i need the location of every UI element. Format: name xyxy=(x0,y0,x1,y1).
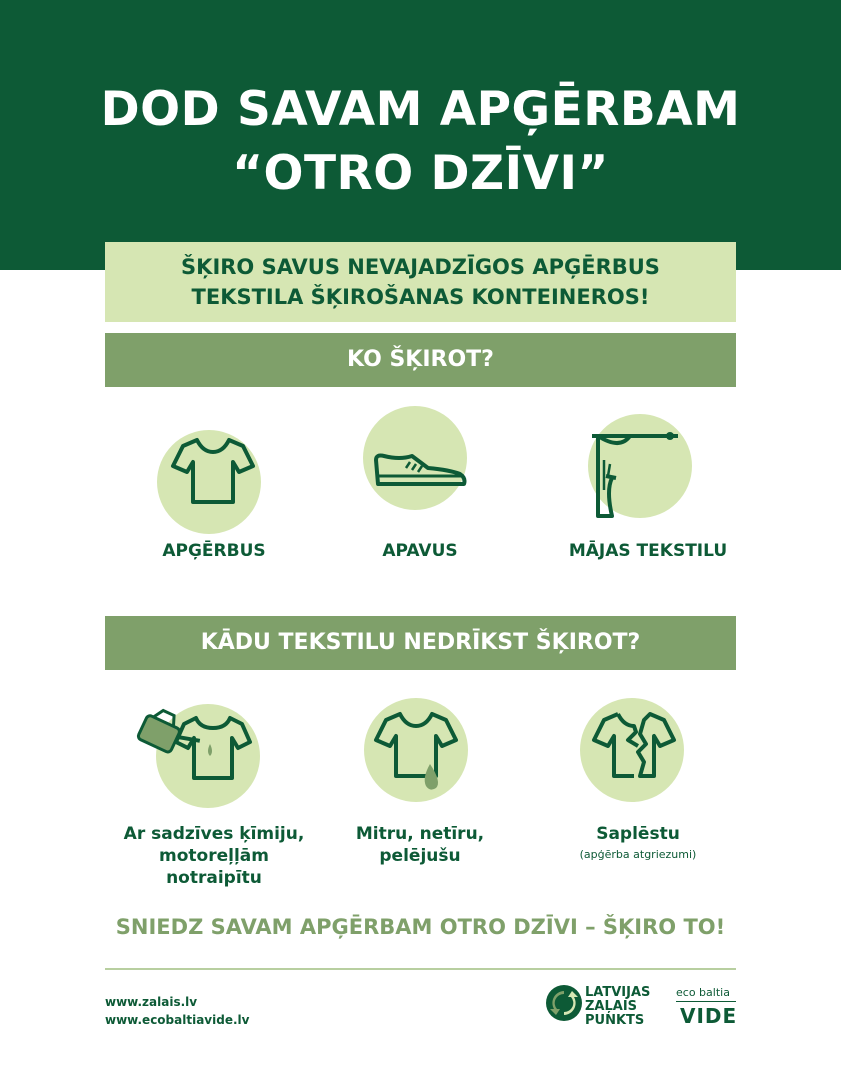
label-chemicals-line-3: notraipītu xyxy=(166,868,262,888)
section-heading-forbidden: KĀDU TEKSTILU NEDRĪKST ŠĶIROT? xyxy=(105,616,736,670)
label-wet-line-2: pelējušu xyxy=(379,846,461,866)
lzp-line-1: LATVIJAS xyxy=(585,985,651,1000)
label-torn: Saplēstu xyxy=(596,824,680,844)
title-line-1: DOD SAVAM APĢĒRBAM xyxy=(100,82,741,137)
tshirt-icon xyxy=(167,432,259,512)
curtain-icon xyxy=(590,430,680,518)
lzp-line-3: PUNKTS xyxy=(585,1013,645,1028)
intro-banner xyxy=(105,242,736,322)
label-chemicals-line-2: motoreļļām xyxy=(159,846,269,866)
label-wet xyxy=(300,823,540,867)
footer-links xyxy=(105,993,249,1029)
green-dot-logo-icon xyxy=(545,984,583,1022)
banner-line-1: ŠĶIRO SAVUS NEVAJADZĪGOS APĢĒRBUS xyxy=(181,255,660,279)
title-line-2: “OTRO DZĪVI” xyxy=(232,146,609,201)
banner-line-2: TEKSTILA ŠĶIROŠANAS KONTEINEROS! xyxy=(191,285,650,309)
page-title xyxy=(0,78,841,206)
oil-can-tshirt-icon xyxy=(132,702,262,792)
label-clothes: APĢĒRBUS xyxy=(162,541,266,561)
link-zalais[interactable]: www.zalais.lv xyxy=(105,995,198,1009)
shoe-icon xyxy=(372,446,468,490)
label-home-textile: MĀJAS TEKSTILU xyxy=(568,541,728,561)
label-wet-line-1: Mitru, netīru, xyxy=(355,824,485,844)
section-heading-allowed: KO ŠĶIROT? xyxy=(105,333,736,387)
label-chemicals xyxy=(94,823,334,889)
link-ecobaltiavide[interactable]: www.ecobaltiavide.lv xyxy=(105,1013,250,1027)
wet-tshirt-icon xyxy=(370,706,462,798)
eco-baltia-text: eco baltia xyxy=(676,986,730,999)
torn-tshirt-icon xyxy=(588,706,680,786)
eco-vide-text: VIDE xyxy=(680,1004,738,1028)
footer-divider xyxy=(105,968,736,970)
lzp-logo-text xyxy=(585,986,650,1028)
label-chemicals-line-1: Ar sadzīves ķīmiju, xyxy=(123,824,305,844)
eco-logo-line xyxy=(676,1001,736,1002)
label-torn-note: (apģērba atgriezumi) xyxy=(579,848,697,861)
label-shoes: APAVUS xyxy=(382,541,458,561)
lzp-line-2: ZAĻAIS xyxy=(585,999,638,1014)
slogan: SNIEDZ SAVAM APĢĒRBAM OTRO DZĪVI – ŠĶIRO TO! xyxy=(115,915,726,939)
